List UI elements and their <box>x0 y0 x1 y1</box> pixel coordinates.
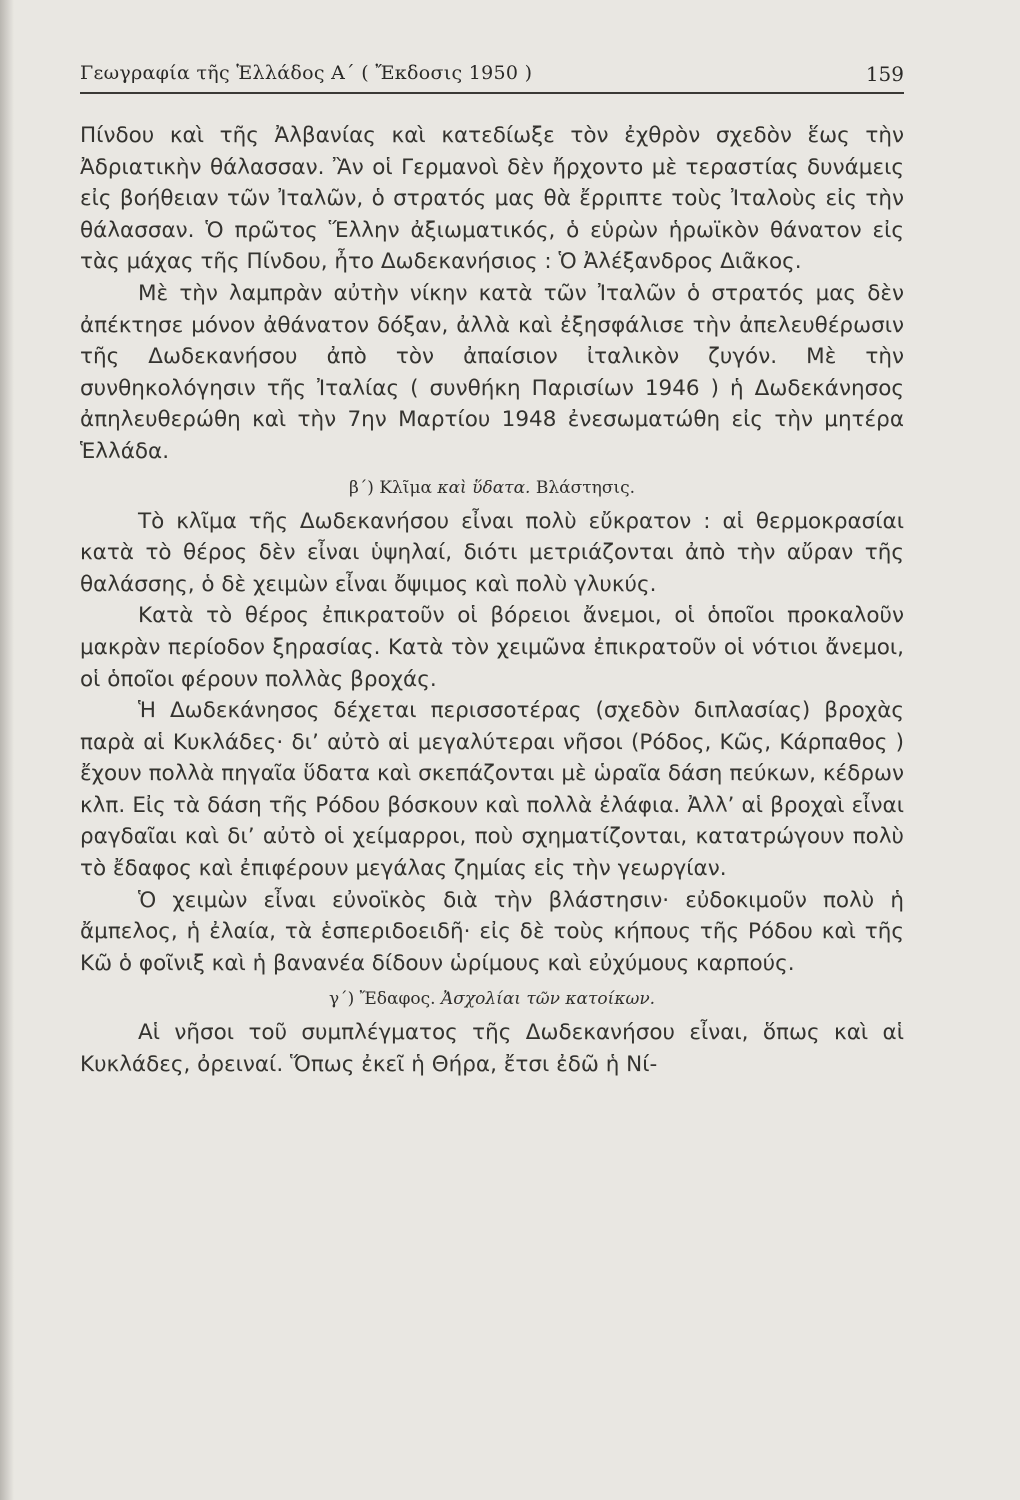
section-heading-suffix: Βλάστησις. <box>535 477 636 498</box>
paragraph: Τὸ κλῖμα τῆς Δωδεκανήσου εἶναι πολὺ εὔκρατον : αἱ θερμοκρασίαι κατὰ τὸ θέρος δὲν εἶναι ὑψηλαί, διότι μετριάζονται ἀπὸ τὴν αὔραν τῆς θαλάσσης, ὁ δὲ χειμὼν εἶναι ὄψιμος καὶ πολὺ γλυκύς. <box>80 508 904 597</box>
paragraph-continuation: Πίνδου καὶ τῆς Ἀλβανίας καὶ κατεδίωξε τὸν ἐχθρὸν σχεδὸν ἕως τὴν Ἀδριατικὴν θάλασσαν. Ἂν οἱ Γερμανοὶ δὲν ἤρχοντο μὲ τεραστίας δυνάμεις εἰς βοήθειαν τῶν Ἰταλῶν, ὁ στρατός μας θὰ ἔρριπτε τοὺς Ἰταλοὺς εἰς τὴν θάλασσαν. Ὁ πρῶτος Ἕλλην ἀξιωματικός, ὁ εὑρὼν ἡρωϊκὸν θάνατον εἰς τὰς μάχας τῆς Πίνδου, ἦτο Δωδεκανήσιος : Ὁ Ἀλέξανδρος Διᾶκος. <box>80 123 904 275</box>
paragraph: Μὲ τὴν λαμπρὰν αὐτὴν νίκην κατὰ τῶν Ἰταλῶν ὁ στρατός μας δὲν ἀπέκτησε μόνον ἀθάνατον δόξαν, ἀλλὰ καὶ ἐξησφάλισε τὴν ἀπελευθέρωσιν τῆς Δωδεκανήσου ἀπὸ τὸν ἀπαίσιον ἰταλικὸν ζυγόν. Μὲ τὴν συνθηκολόγησιν τῆς Ἰταλίας ( συνθήκη Παρισίων 1946 ) ἡ Δωδεκάνησος ἀπηλευθερώθη καὶ τὴν 7ην Μαρτίου 1948 ἐνεσωματώθη εἰς τὴν μητέρα Ἑλλάδα. <box>80 280 904 464</box>
section-heading-climate <box>80 476 904 500</box>
section-heading-terrain <box>80 987 904 1011</box>
paragraph: Ὁ χειμὼν εἶναι εὐνοϊκὸς διὰ τὴν βλάστησιν· εὐδοκιμοῦν πολὺ ἡ ἄμπελος, ἡ ἐλαία, τὰ ἑσπεριδοειδῆ· εἰς δὲ τοὺς κήπους τῆς Ρόδου καὶ τῆς Κῶ ὁ φοῖνιξ καὶ ἡ βανανέα δίδουν ὡρίμους καὶ εὐχύμους καρπούς. <box>80 887 904 976</box>
paragraph: Ἡ Δωδεκάνησος δέχεται περισσοτέρας (σχεδὸν διπλασίας) βροχὰς παρὰ αἱ Κυκλάδες· δι’ αὐτὸ αἱ μεγαλύτεραι νῆσοι (Ρόδος, Κῶς, Κάρπαθος ) ἔχουν πολλὰ πηγαῖα ὕδατα καὶ σκεπάζονται μὲ ὡραῖα δάση πεύκων, κέδρων κλπ. Εἰς τὰ δάση τῆς Ρόδου βόσκουν καὶ πολλὰ ἐλάφια. Ἀλλ’ αἱ βροχαὶ εἶναι ραγδαῖαι καὶ δι’ αὐτὸ οἱ χείμαρροι, ποὺ σχηματίζονται, κατατρώγουν πολὺ τὸ ἔδαφος καὶ ἐπιφέρουν μεγάλας ζημίας εἰς τὴν γεωργίαν. <box>80 698 904 882</box>
page-number: 159 <box>865 62 904 86</box>
paragraph: Αἱ νῆσοι τοῦ συμπλέγματος τῆς Δωδεκανήσου εἶναι, ὅπως καὶ αἱ Κυκλάδες, ὀρειναί. Ὅπως ἐκεῖ ἡ Θήρα, ἔτσι ἐδῶ ἡ Νί- <box>80 1020 904 1078</box>
paragraph: Κατὰ τὸ θέρος ἐπικρατοῦν οἱ βόρειοι ἄνεμοι, οἱ ὁποῖοι προκαλοῦν μακρὰν περίοδον ξηρασίας. Κατὰ τὸν χειμῶνα ἐπικρατοῦν οἱ νότιοι ἄνεμοι, οἱ ὁποῖοι φέρουν πολλὰς βροχάς. <box>80 603 904 692</box>
running-header <box>80 60 904 94</box>
page-edge-shadow <box>0 0 14 1500</box>
running-title: Γεωγραφία τῆς Ἑλλάδος Α´ ( Ἔκδοσις 1950 ) <box>80 62 533 84</box>
section-heading-italic: Ἀσχολίαι τῶν κατοίκων. <box>440 989 656 1010</box>
section-heading-italic: καὶ ὕδατα. <box>437 477 531 498</box>
section-heading-prefix: γ´) Ἔδαφος. <box>328 989 436 1010</box>
section-heading-prefix: β´) Κλῖμα <box>348 477 433 498</box>
page-body <box>80 120 904 1081</box>
